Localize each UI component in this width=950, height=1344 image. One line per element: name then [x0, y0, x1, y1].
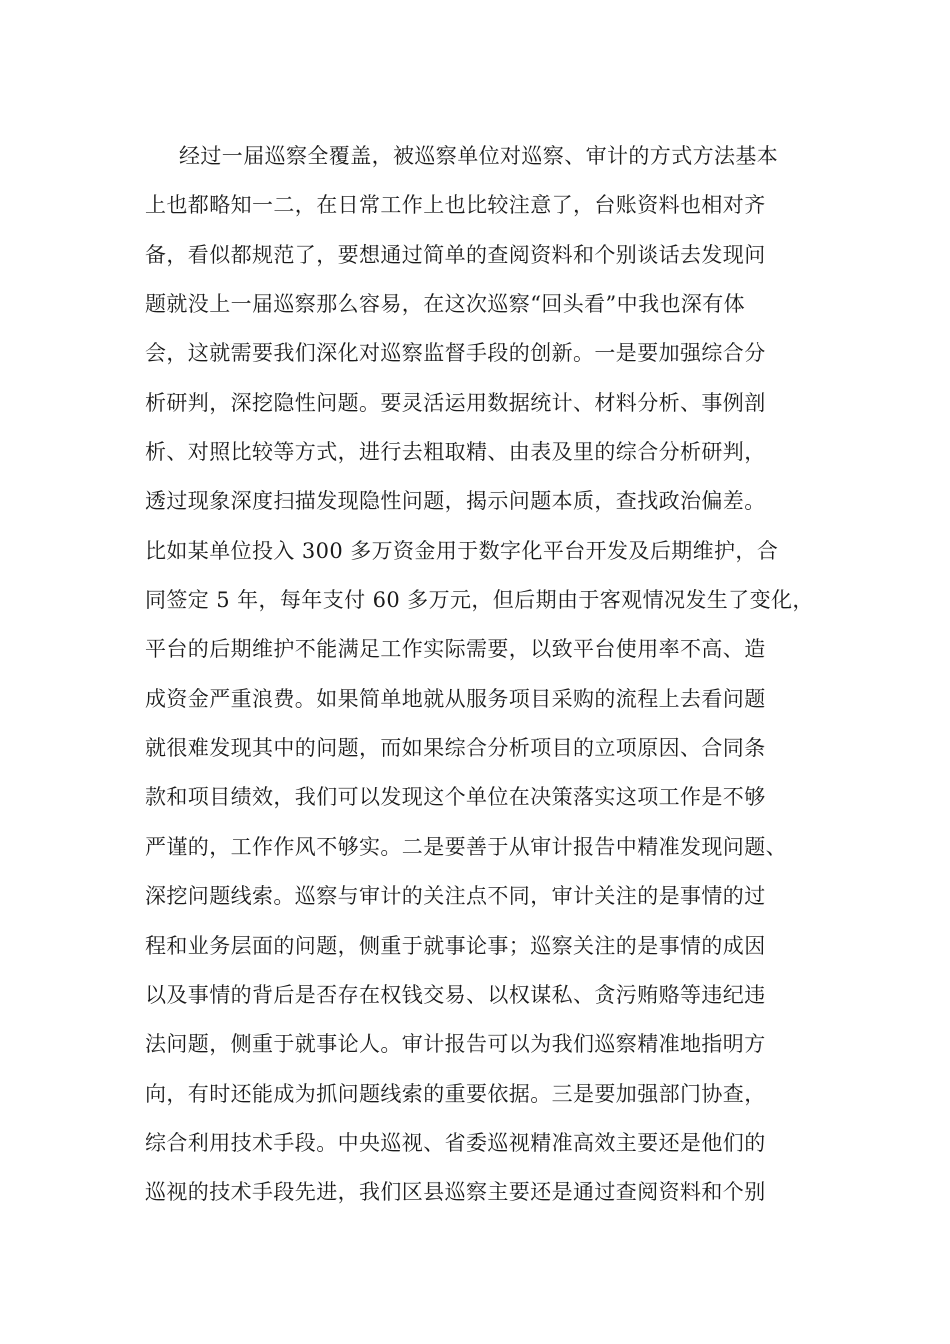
text-line-3: 备，看似都规范了，要想通过简单的查阅资料和个别谈话去发现问 [145, 242, 766, 267]
text-line-22: 巡视的技术手段先进，我们区县巡察主要还是通过查阅资料和个别 [145, 1180, 766, 1205]
text-line-11: 平台的后期维护不能满足工作实际需要，以致平台使用率不高、造 [145, 637, 766, 662]
text-line-14: 款和项目绩效，我们可以发现这个单位在决策落实这项工作是不够 [145, 785, 766, 810]
text-line-17: 程和业务层面的问题，侧重于就事论事；巡察关注的是事情的成因 [145, 933, 766, 958]
text-line-12: 成资金严重浪费。如果简单地就从服务项目采购的流程上去看问题 [145, 686, 766, 711]
text-line-20: 向，有时还能成为抓问题线索的重要依据。三是要加强部门协查， [145, 1081, 766, 1106]
text-line-19: 法问题，侧重于就事论人。审计报告可以为我们巡察精准地指明方 [145, 1032, 766, 1057]
text-line-16: 深挖问题线索。巡察与审计的关注点不同，审计关注的是事情的过 [145, 884, 766, 909]
text-line-13: 就很难发现其中的问题，而如果综合分析项目的立项原因、合同条 [145, 736, 766, 761]
text-line-6: 析研判，深挖隐性问题。要灵活运用数据统计、材料分析、事例剖 [145, 390, 766, 415]
text-line-15: 严谨的，工作作风不够实。二是要善于从审计报告中精准发现问题、 [145, 834, 787, 859]
text-line-21: 综合利用技术手段。中央巡视、省委巡视精准高效主要还是他们的 [145, 1130, 766, 1155]
text-line-8: 透过现象深度扫描发现隐性问题，揭示问题本质，查找政治偏差。 [145, 489, 766, 514]
text-line-1: 经过一届巡察全覆盖，被巡察单位对巡察、审计的方式方法基本 [179, 144, 779, 168]
body-paragraph [145, 132, 814, 1218]
text-line-7: 析、对照比较等方式，进行去粗取精、由表及里的综合分析研判， [145, 440, 766, 465]
text-line-9: 比如某单位投入 300 多万资金用于数字化平台开发及后期维护，合 [145, 538, 779, 563]
text-line-4: 题就没上一届巡察那么容易，在这次巡察“回头看”中我也深有体 [145, 292, 746, 317]
text-line-5: 会，这就需要我们深化对巡察监督手段的创新。一是要加强综合分 [145, 341, 766, 366]
text-line-18: 以及事情的背后是否存在权钱交易、以权谋私、贪污贿赂等违纪违 [145, 982, 766, 1007]
text-line-10: 同签定 5 年，每年支付 60 多万元，但后期由于客观情况发生了变化， [145, 588, 814, 613]
text-line-2: 上也都略知一二，在日常工作上也比较注意了，台账资料也相对齐 [145, 193, 766, 218]
